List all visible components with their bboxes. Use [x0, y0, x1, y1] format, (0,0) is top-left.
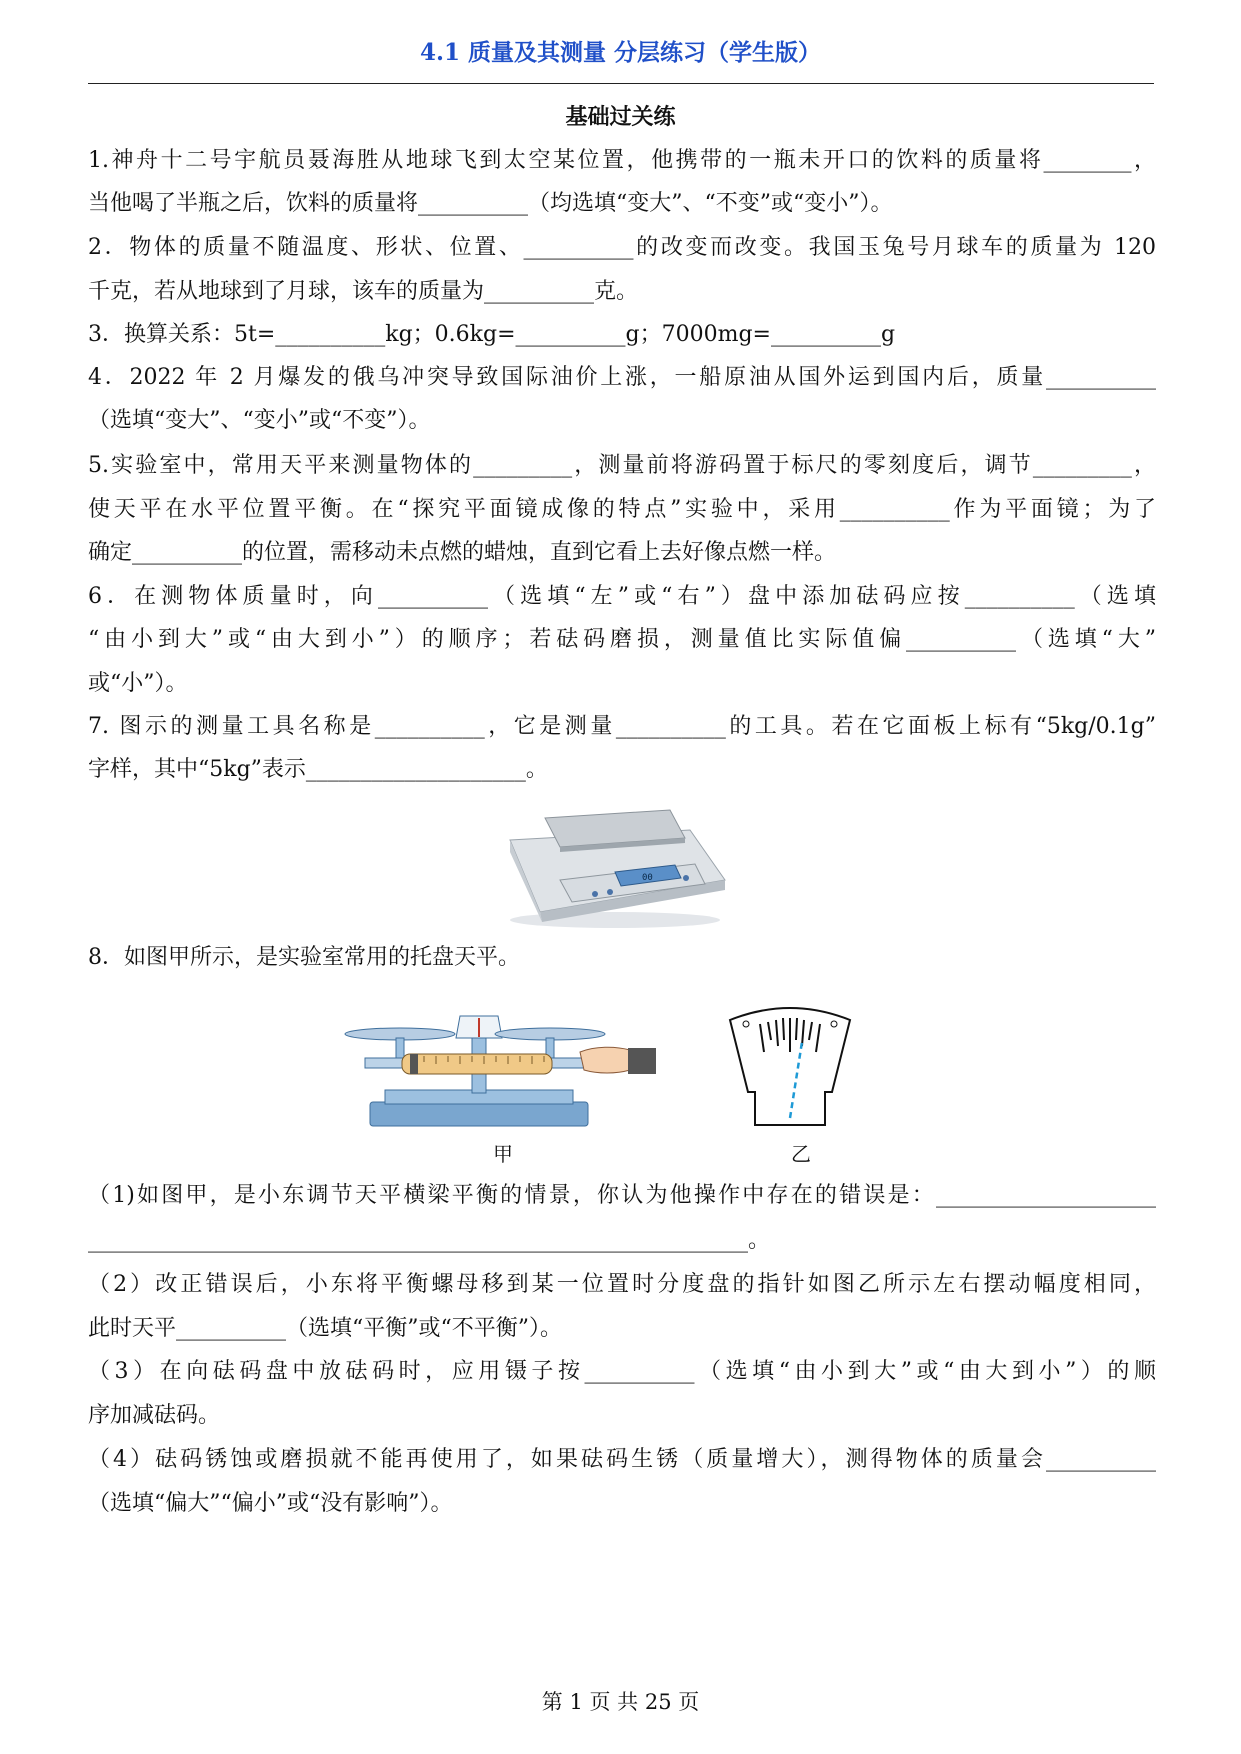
- q4-line-1: 4．2022 年 2 月爆发的俄乌冲突导致国际油价上涨，一船原油从国外运到国内后，质量__________: [88, 365, 1156, 390]
- page-number: 第 1 页 共 25 页: [541, 1690, 700, 1714]
- q8-stem: 8．如图甲所示，是实验室常用的托盘天平。: [88, 945, 520, 970]
- q5-line-1: 5.实验室中，常用天平来测量物体的_________，测量前将游码置于标尺的零刻度后，调节_________，: [88, 453, 1156, 478]
- q7-line-1: 7. 图示的测量工具名称是__________，它是测量__________的工具。若在它面板上标有“5kg/0.1g”: [88, 714, 1156, 739]
- figure-label-a: 甲: [493, 1142, 513, 1166]
- q8-part4-line-1: （4）砝码锈蚀或磨损就不能再使用了，如果砝码生锈（质量增大），测得物体的质量会__________: [88, 1447, 1156, 1472]
- q1-line-2: 当他喝了半瓶之后，饮料的质量将__________（均选填“变大”、“不变”或“变小”）。: [88, 191, 893, 216]
- q8-part1-line-1: （1)如图甲，是小东调节天平横梁平衡的情景，你认为他操作中存在的错误是：____________________: [88, 1183, 1156, 1208]
- pan-balance-image: [340, 1010, 660, 1130]
- q6-line-2: “由小到大”或“由大到小”）的顺序；若砝码磨损，测量值比实际值偏__________（选填“大”: [88, 627, 1156, 652]
- q1-line-1: 1.神舟十二号宇航员聂海胜从地球飞到太空某位置，他携带的一瓶未开口的饮料的质量将________，: [88, 148, 1156, 173]
- q5-line-3: 确定__________的位置，需移动未点燃的蜡烛，直到它看上去好像点燃一样。: [88, 540, 837, 565]
- document-title: 4.1 质量及其测量 分层练习（学生版）: [419, 39, 822, 66]
- q8-part4-line-2: （选填“偏大”“偏小”或“没有影响”）。: [88, 1491, 453, 1516]
- electronic-scale-image: [500, 800, 730, 930]
- q6-line-3: 或“小”）。: [88, 671, 188, 696]
- q2-line-1: 2．物体的质量不随温度、形状、位置、__________的改变而改变。我国玉兔号月球车的质量为 120: [88, 235, 1156, 260]
- dial-image: [720, 1000, 860, 1130]
- q8-part2-line-1: （2）改正错误后，小东将平衡螺母移到某一位置时分度盘的指针如图乙所示左右摆动幅度相同，: [88, 1272, 1156, 1297]
- header-divider: [88, 83, 1154, 84]
- q8-part1-line-2: ____________________________________________________________。: [88, 1228, 771, 1253]
- q6-line-1: 6．在测物体质量时，向__________（选填“左”或“右”）盘中添加砝码应按__________（选填: [88, 584, 1156, 609]
- q5-line-2: 使天平在水平位置平衡。在“探究平面镜成像的特点”实验中，采用__________作为平面镜；为了: [88, 497, 1156, 522]
- q2-line-2: 千克，若从地球到了月球，该车的质量为__________克。: [88, 279, 639, 304]
- scale-display-text: 00: [642, 873, 653, 883]
- q8-part3-line-2: 序加减砝码。: [88, 1403, 221, 1428]
- figure-label-b: 乙: [791, 1142, 811, 1166]
- section-title: 基础过关练: [565, 104, 676, 130]
- q8-part3-line-1: （3）在向砝码盘中放砝码时，应用镊子按__________（选填“由小到大”或“由大到小”）的顺: [88, 1359, 1156, 1384]
- q3-line-1: 3．换算关系：5t=__________kg；0.6kg=__________g；7000mg=__________g: [88, 322, 896, 347]
- q7-line-2: 字样，其中“5kg”表示____________________。: [88, 757, 548, 782]
- q4-line-2: （选填“变大”、“变小”或“不变”）。: [88, 408, 431, 433]
- q8-part2-line-2: 此时天平__________（选填“平衡”或“不平衡”）。: [88, 1316, 562, 1341]
